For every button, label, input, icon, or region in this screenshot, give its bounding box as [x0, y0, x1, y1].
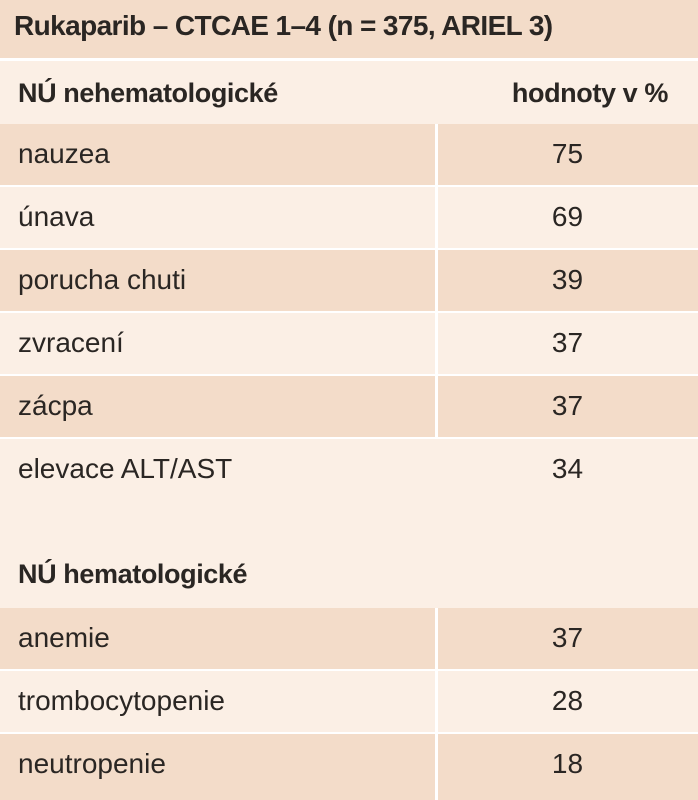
table-row	[0, 250, 698, 313]
row-value: 28	[551, 685, 584, 716]
column-header-category: NÚ nehematologické	[18, 78, 278, 108]
row-label: porucha chuti	[18, 264, 187, 295]
table-row	[0, 124, 698, 187]
table-header-row	[0, 61, 698, 124]
row-value: 18	[551, 748, 584, 779]
row-value: 34	[551, 453, 584, 484]
row-value: 69	[551, 201, 584, 232]
row-label: nauzea	[18, 138, 110, 169]
row-label: zvracení	[18, 327, 124, 358]
row-value: 37	[551, 327, 584, 358]
table-row	[0, 313, 698, 376]
row-value: 39	[551, 264, 584, 295]
column-header-value: hodnoty v %	[511, 78, 668, 108]
row-label: neutropenie	[18, 748, 166, 779]
row-label: zácpa	[18, 390, 93, 421]
section-spacer	[0, 505, 698, 545]
row-label: elevace ALT/AST	[18, 453, 233, 484]
row-label: únava	[18, 201, 95, 232]
table-row	[0, 671, 698, 734]
section-header-row	[0, 545, 698, 608]
table-row	[0, 734, 698, 800]
row-value: 75	[551, 138, 584, 169]
row-label: anemie	[18, 622, 110, 653]
row-value: 37	[551, 622, 584, 653]
table-row	[0, 376, 698, 439]
row-value: 37	[551, 390, 584, 421]
section-title: NÚ hematologické	[18, 559, 248, 589]
table-row	[0, 439, 698, 505]
table-row	[0, 608, 698, 671]
table-row	[0, 187, 698, 250]
row-label: trombocytopenie	[18, 685, 226, 716]
table-title-row	[0, 0, 698, 61]
table-title: Rukaparib – CTCAE 1–4 (n = 375, ARIEL 3)	[14, 10, 553, 41]
